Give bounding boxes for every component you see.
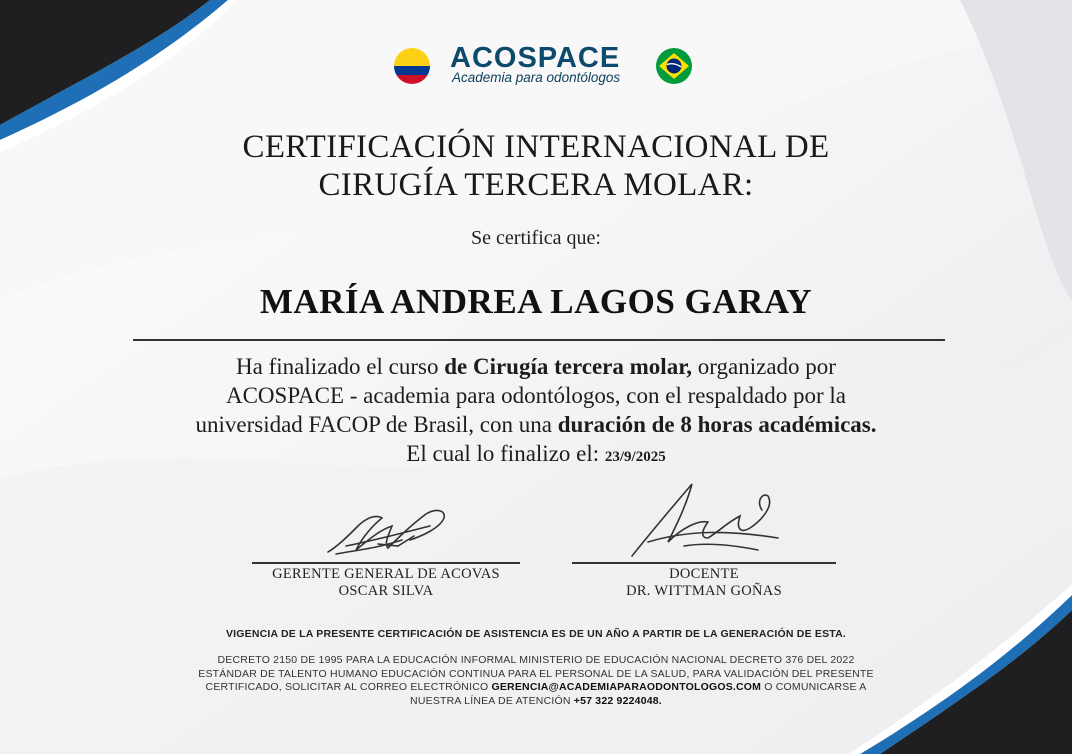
course-name: de Cirugía tercera molar, <box>444 354 693 379</box>
brand-tagline: Academia para odontólogos <box>452 70 621 85</box>
certificate-title <box>0 128 1072 204</box>
contact-phone: +57 322 9224048. <box>573 694 662 707</box>
course-duration: duración de 8 horas académicas. <box>557 412 877 437</box>
right-signatory <box>552 566 856 600</box>
body-line-1 <box>60 352 1012 381</box>
title-line-2: CIRUGÍA TERCERA MOLAR: <box>318 167 754 203</box>
left-signatory-name: OSCAR SILVA <box>338 583 434 599</box>
body-text-fragment: organizado por <box>692 354 836 379</box>
completion-date: 23/9/2025 <box>604 449 666 465</box>
acospace-logo <box>392 42 698 90</box>
legal-text-fragment: NUESTRA LÍNEA DE ATENCIÓN <box>410 694 574 707</box>
body-text-fragment: Ha finalizado el curso <box>236 354 445 379</box>
certifies-text: Se certifica que: <box>471 227 601 249</box>
brazil-flag-icon <box>656 48 692 84</box>
legal-line-1: DECRETO 2150 DE 1995 PARA LA EDUCACIÓN INFORMAL MINISTERIO DE EDUCACIÓN NACIONAL DECRETO 376 DEL 2022 <box>217 654 855 666</box>
legal-text <box>150 654 922 708</box>
colombia-flag-icon <box>394 48 430 84</box>
contact-email: GERENCIA@ACADEMIAPARAODONTOLOGOS.COM <box>491 681 762 693</box>
legal-line-3 <box>150 681 922 695</box>
certificate-body <box>60 352 1012 472</box>
title-line-1: CERTIFICACIÓN INTERNACIONAL DE <box>242 129 830 165</box>
left-signatory <box>232 566 540 600</box>
recipient-underline <box>133 339 945 341</box>
brand-name: ACOSPACE <box>450 42 621 74</box>
right-signature-line <box>572 562 836 564</box>
body-line-2: ACOSPACE - academia para odontólogos, con el respaldado por la <box>225 383 846 408</box>
validity-notice: VIGENCIA DE LA PRESENTE CERTIFICACIÓN DE ASISTENCIA ES DE UN AÑO A PARTIR DE LA GENERACIÓN DE ESTA. <box>225 628 847 640</box>
completion-label: El cual lo finalizo el: <box>406 441 605 466</box>
legal-text-fragment: CERTIFICADO, SOLICITAR AL CORREO ELECTRÓNICO <box>205 681 492 693</box>
right-signatory-role: DOCENTE <box>669 566 739 582</box>
legal-line-2: ESTÁNDAR DE TALENTO HUMANO EDUCACIÓN CONTINUA PARA EL PERSONAL DE LA SALUD, PARA VALIDACIÓN DEL PRESENTE <box>198 667 874 680</box>
body-line-3 <box>60 410 1012 439</box>
left-signature-image <box>318 496 458 560</box>
right-signature-image <box>628 476 788 562</box>
recipient-name: MARÍA ANDREA LAGOS GARAY <box>259 282 813 321</box>
body-line-4 <box>60 439 1012 472</box>
left-signature-line <box>252 562 520 564</box>
right-signatory-name: DR. WITTMAN GOÑAS <box>626 583 782 599</box>
legal-line-4 <box>150 695 922 709</box>
legal-text-fragment: O COMUNICARSE A <box>761 681 867 693</box>
left-signatory-role: GERENTE GENERAL DE ACOVAS <box>272 566 500 582</box>
body-text-fragment: universidad FACOP de Brasil, con una <box>195 412 558 437</box>
